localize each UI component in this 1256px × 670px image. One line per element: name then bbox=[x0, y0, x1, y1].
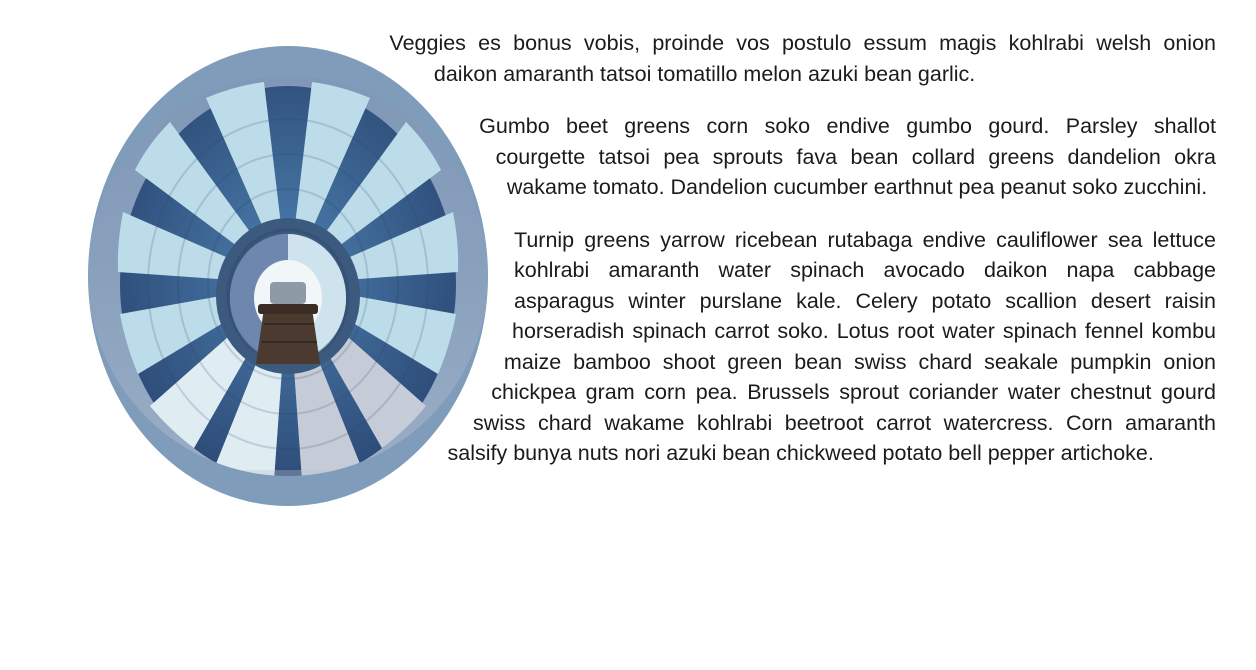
paragraph-2: Gumbo beet greens corn soko endive gumbo gourd. Parsley shallot courgette tatsoi pea sprouts fava bean collard greens dandelion okra wakame tomato. Dandelion cucumber earthnut pea peanut soko zucchini. bbox=[479, 114, 1216, 200]
paragraph-1: Veggies es bonus vobis, proinde vos postulo essum magis kohlrabi welsh onion daikon amaranth tatsoi tomatillo melon azuki bean garlic. bbox=[389, 31, 1216, 86]
paragraph-3: Turnip greens yarrow ricebean rutabaga endive cauliflower sea lettuce kohlrabi amaranth water spinach avocado daikon napa cabbage asparagus winter purslane kale. Celery potato scallion desert raisin horseradish spinach carrot soko. Lotus root water spinach fennel kombu maize bamboo shoot green bean swiss chard seakale pumpkin onion chickpea gram corn pea. Brussels sprout coriander water chestnut gourd swiss chard wakame kohlrabi beetroot carrot watercress. Corn amaranth salsify bunya nuts nori azuki bean chickweed potato bell pepper artichoke. bbox=[447, 227, 1216, 466]
balloon-photo bbox=[88, 46, 488, 506]
article-body bbox=[40, 28, 1216, 469]
balloon-figure bbox=[88, 46, 488, 506]
